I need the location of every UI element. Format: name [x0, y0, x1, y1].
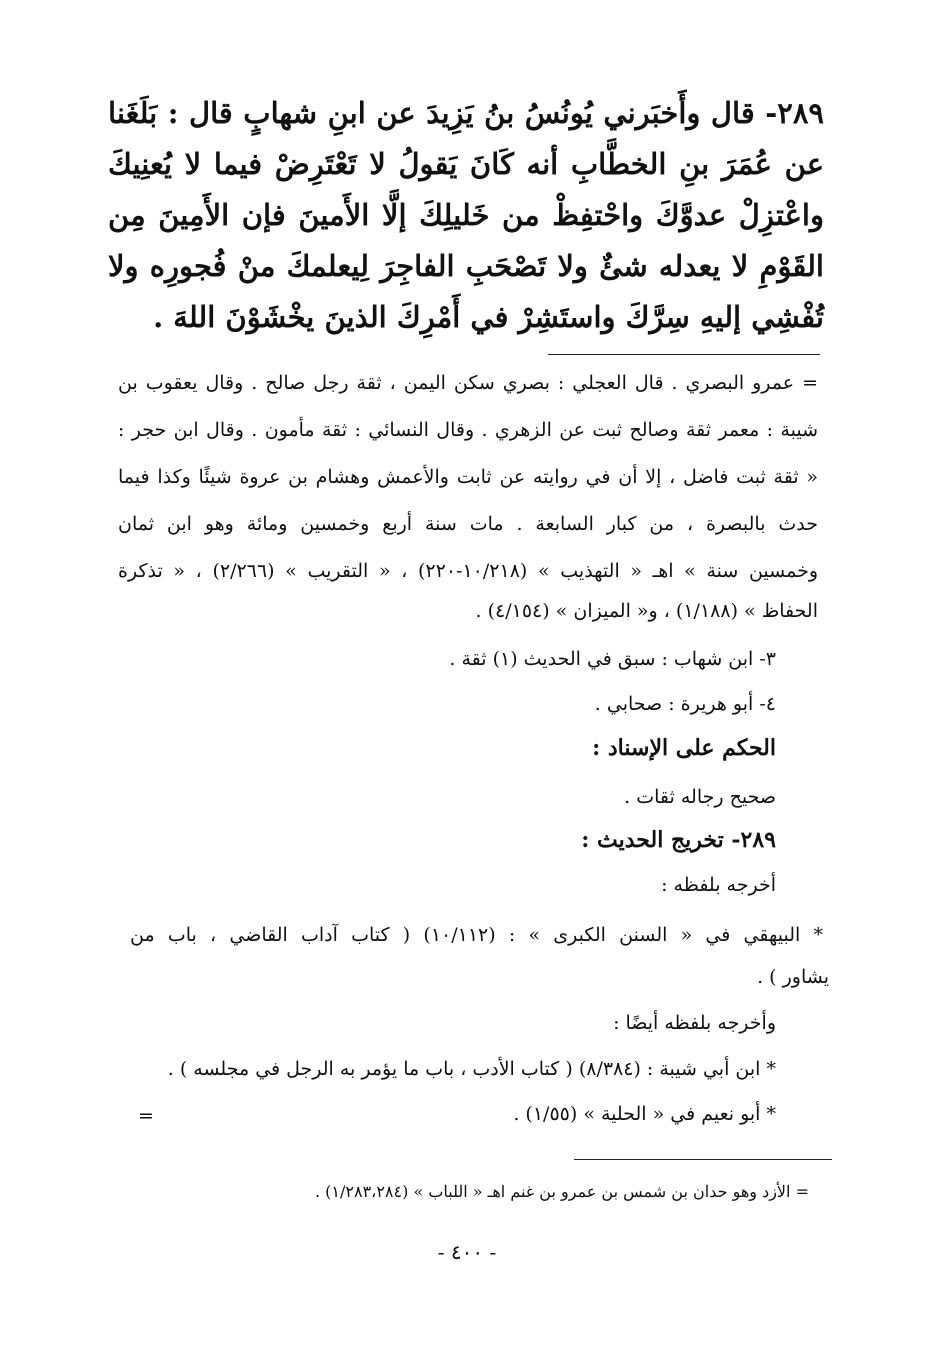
hadith-number: ٢٨٩- [765, 96, 824, 130]
hadith-body: قال وأَخبَرني يُونُسُ بنُ يَزِيدَ عن ابنِ شهابٍ قال : بَلَغَنا عن عُمَرَ بنِ الخطَّابِ أنه كَانَ يَقولُ لا تَعْتَرِضْ فيما لا يُعنِيكَ واعْتزِلْ عدوَّكَ واحْتفِظْ من خَليلِكَ إلَّا الأَمينَ فإن الأَمِينَ مِن القَوْمِ لا يعدله شئٌ ولا تَصْحَبِ الفاجِرَ لِيعلمكَ منْ فُجورِه ولا تُفْشِي إليهِ سِرَّكَ واستَشِرْ في أَمْرِكَ الذينَ يخْشَوْنَ اللهَ . [108, 96, 824, 334]
commentary-line-5: وخمسين سنة » اهـ « التهذيب » (١٠/٢١٨-٢٢٠) ، « التقريب » (٢/٢٦٦) ، « تذكرة [118, 560, 818, 582]
takhrij-item-3: * أبو نعيم في « الحلية » (١/٥٥) . [513, 1103, 776, 1125]
takhrij-item-1-line-1: * البيهقي في « السنن الكبرى » : (١٠/١١٢) ( كتاب آداب القاضي ، باب من [130, 924, 823, 946]
footnote-separator-top [548, 354, 820, 355]
takhrij-intro: أخرجه بلفظه : [661, 874, 776, 896]
hadith-text-block [108, 88, 824, 343]
ruling-text: صحيح رجاله ثقات . [624, 786, 776, 808]
narrator-3: ٣- ابن شهاب : سبق في الحديث (١) ثقة . [449, 648, 776, 670]
commentary-line-4: حدث بالبصرة ، من كبار السابعة . مات سنة أربع وخمسين ومائة وهو ابن ثمان [118, 513, 818, 535]
commentary-line-3: « ثقة ثبت فاضل ، إلا أن في روايته عن ثابت والأعمش وهشام بن عروة شيئًا وكذا فيما [118, 466, 818, 488]
page-number: - ٤٠٠ - [437, 1240, 497, 1264]
takhrij-item-2: * ابن أبي شيبة : (٨/٣٨٤) ( كتاب الأدب ، باب ما يؤمر به الرجل في مجلسه ) . [167, 1058, 776, 1080]
commentary-line-1: = عمرو البصري . قال العجلي : بصري سكن اليمن ، ثقة رجل صالح . وقال يعقوب بن [118, 372, 818, 394]
narrator-4: ٤- أبو هريرة : صحابي . [594, 693, 776, 715]
ruling-heading: الحكم على الإسناد : [592, 735, 776, 761]
takhrij-intro-2: وأخرجه بلفظه أيضًا : [613, 1012, 776, 1034]
continuation-mark: = [138, 1105, 154, 1127]
commentary-line-6: الحفاظ » (١/١٨٨) ، و« الميزان » (٤/١٥٤) . [475, 600, 818, 622]
footnote-separator-bottom [574, 1159, 832, 1160]
commentary-line-2: شيبة : معمر ثقة وصالح ثبت عن الزهري . وقال النسائي : ثقة مأمون . وقال ابن حجر : [118, 419, 818, 441]
footnote-text: = الأزد وهو حدان بن شمس بن عمرو بن غنم اهـ « اللباب » (١/٢٨٣،٢٨٤) . [314, 1182, 809, 1201]
takhrij-heading: ٢٨٩- تخريج الحديث : [581, 827, 776, 853]
takhrij-item-1-line-2: يشاور ) . [757, 966, 829, 988]
